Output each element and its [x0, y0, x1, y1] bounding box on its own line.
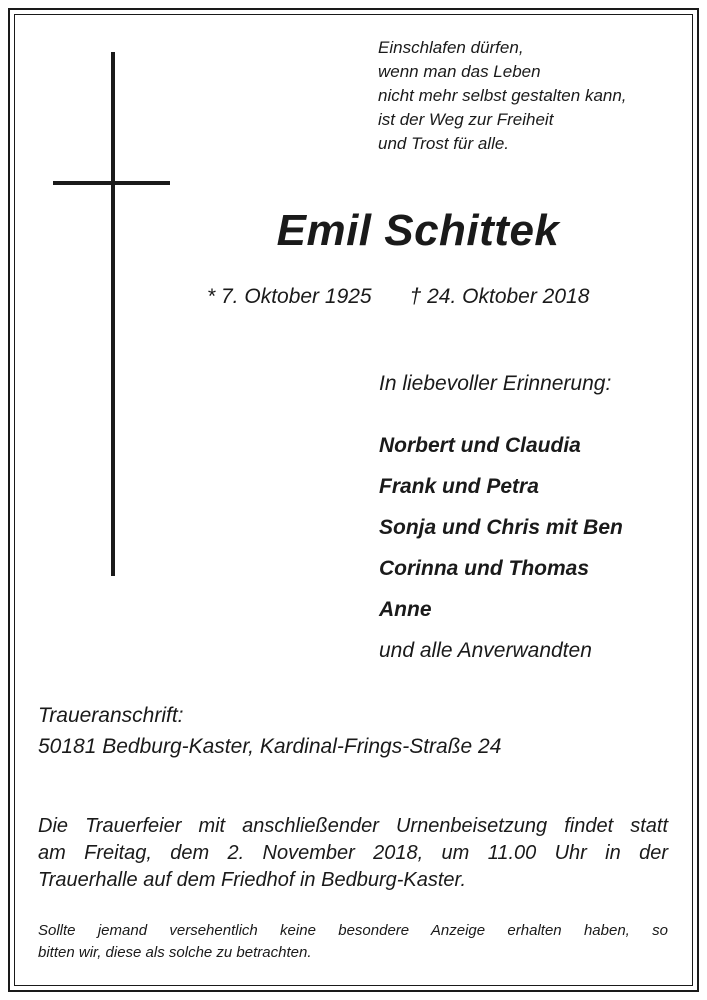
cross-icon-vertical-bar	[111, 52, 115, 576]
mourning-address	[38, 700, 501, 762]
poem	[378, 36, 678, 156]
poem-line: nicht mehr selbst gestalten kann,	[378, 86, 627, 105]
notice-line: Sollte jemand versehentlich keine besondere Anzeige erhalten haben, so	[38, 922, 668, 939]
birth-date: * 7. Oktober 1925	[207, 285, 372, 308]
ceremony-line: Trauerhalle auf dem Friedhof in Bedburg-Kaster.	[38, 869, 466, 891]
ceremony-line: am Freitag, dem 2. November 2018, um 11.00 Uhr in der	[38, 842, 668, 864]
family-member: Norbert und Claudia	[379, 434, 581, 457]
address-label: Traueranschrift:	[38, 704, 184, 727]
life-dates	[207, 283, 589, 311]
family-member: Corinna und Thomas	[379, 557, 589, 580]
address-value: 50181 Bedburg-Kaster, Kardinal-Frings-Straße 24	[38, 735, 502, 758]
memory-heading: In liebevoller Erinnerung:	[379, 372, 612, 395]
notice-text	[38, 920, 668, 964]
ceremony-line: Die Trauerfeier mit anschließender Urnenbeisetzung findet statt	[38, 815, 668, 837]
death-date: † 24. Oktober 2018	[409, 285, 590, 308]
notice-line: bitten wir, diese als solche zu betrachten.	[38, 944, 312, 961]
poem-line: ist der Weg zur Freiheit	[378, 110, 554, 129]
deceased-name: Emil Schittek	[276, 206, 560, 255]
relatives-line: und alle Anverwandten	[379, 639, 592, 662]
family-list	[379, 425, 689, 671]
poem-line: wenn man das Leben	[378, 62, 541, 81]
family-member: Anne	[379, 598, 432, 621]
family-member: Sonja und Chris mit Ben	[379, 516, 623, 539]
poem-line: Einschlafen dürfen,	[378, 38, 524, 57]
ceremony-info	[38, 813, 668, 894]
poem-line: und Trost für alle.	[378, 134, 510, 153]
cross-icon-horizontal-bar	[53, 181, 170, 185]
family-member: Frank und Petra	[379, 475, 539, 498]
